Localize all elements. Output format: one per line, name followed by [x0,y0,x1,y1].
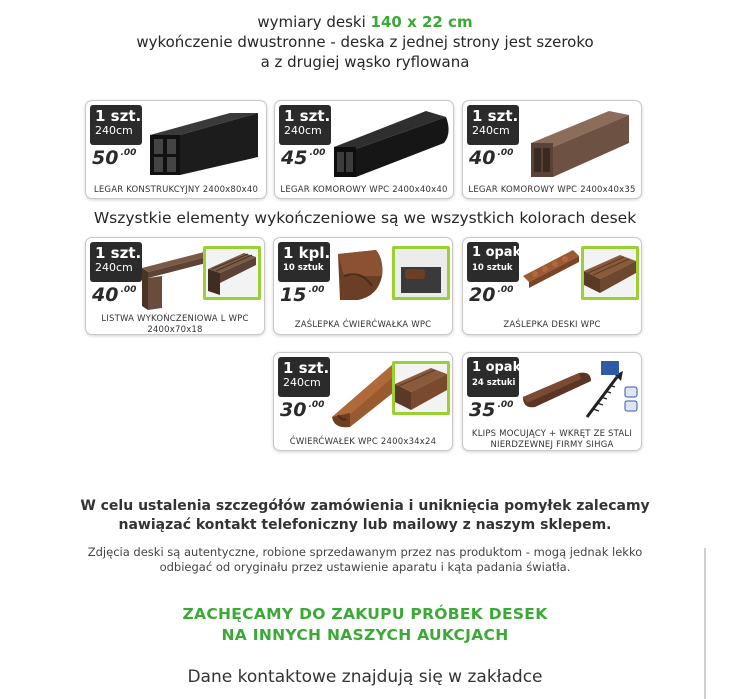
quantity-badge: 1 szt. 240cm [467,105,519,145]
product-card-cwiercwalek[interactable] [273,352,453,451]
product-caption: LEGAR KOMOROWY WPC 2400x40x35 [468,185,636,195]
deck-inset-image [203,246,261,300]
price: 35 $^{.00}$ [469,399,514,421]
deck-inset-image [392,361,450,415]
product-caption: LEGAR KOMOROWY WPC 2400x40x40 [280,185,448,195]
photo-disclaimer: Zdjęcia deski są autentyczne, robione sprzedawanym przez nas produktom - mogą jednak lekko odbiegać od oryginału przez ustawienie aparatu i kąta padania światła. [87,545,643,574]
quarter-cap-icon [332,246,390,304]
brown-hollow-joist-icon [525,105,637,181]
deck-inset-image [581,246,639,300]
product-caption: LISTWA WYKOŃCZENIOWA L WPC 2400x70x18 [101,314,249,335]
quantity-badge: 1 opak. 24 sztuki [467,357,519,397]
quantity-badge: 1 szt. 240cm [279,105,331,145]
product-card-legar-komorowy-35[interactable] [462,100,642,199]
price: 20 $^{.00}$ [469,284,514,306]
product-card-legar-komorowy-40[interactable] [274,100,454,199]
product-card-zaslepka-deski[interactable] [462,237,642,335]
header-line-2: wykończenie dwustronne - deska z jednej strony jest szeroko [136,33,594,51]
quantity-badge: 1 opak. 10 sztuk [467,242,519,282]
product-caption: KLIPS MOCUJĄCY + WKRĘT ZE STALI NIERDZEWNEJ FIRMY SIHGA [471,429,633,450]
price: 45 $^{.00}$ [281,147,326,169]
cap-installed-icon [395,249,447,297]
deck-boards-icon [584,249,636,297]
contact-advice: W celu ustalenia szczegółów zamówienia i uniknięcia pomyłek zalecamy nawiązać kontakt telefoniczny lub mailowy z naszym sklepem. [80,498,650,533]
black-joist-icon [146,107,264,177]
dimensions-header [0,12,730,72]
quantity-badge: 1 kpl. 10 sztuk [278,242,330,282]
quantity-badge: 1 szt. 240cm [90,105,142,145]
board-cap-icon [521,246,581,296]
quantity-badge: 1 szt. 240cm [278,357,330,397]
price: 40 $^{.00}$ [92,284,137,306]
deck-edge-icon [395,364,447,412]
product-card-legar-konstrukcyjny[interactable] [85,100,267,199]
product-caption: ĆWIERĆWAŁEK WPC 2400x34x24 [289,437,437,447]
header-line-3: a z drugiej wąsko ryflowana [260,53,470,71]
price: 30 $^{.00}$ [280,399,325,421]
price: 50 $^{.00}$ [92,147,137,169]
deck-corner-icon [206,249,258,297]
divider-line [704,548,706,699]
black-hollow-joist-icon [330,105,452,181]
product-card-listwa-l[interactable] [85,237,265,335]
contact-info-text: Dane kontaktowe znajdują się w zakładce [187,667,543,687]
board-dimensions: 140 x 22 cm [370,13,473,31]
finishing-elements-heading: Wszystkie elementy wykończeniowe są we wszystkich kolorach desek [93,209,637,227]
product-card-zaslepka-cwiercwalka[interactable] [273,237,453,335]
price: 40 $^{.00}$ [469,147,514,169]
clip-screw-icon [519,357,639,425]
samples-promo: ZACHĘCAMY DO ZAKUPU PRÓBEK DESEK NA INNYCH NASZYCH AUKCJACH [182,605,548,644]
product-card-klips-wkret[interactable] [462,352,642,451]
header-line-1: wymiary deski 140 x 22 cm [257,13,473,31]
price: 15 $^{.00}$ [280,284,325,306]
quantity-badge: 1 szt. 240cm [90,242,142,282]
product-caption: ZAŚLEPKA DESKI WPC [503,320,601,330]
product-caption: LEGAR KONSTRUKCYJNY 2400x80x40 [93,185,259,195]
deck-inset-image [392,246,450,300]
product-caption: ZAŚLEPKA ĆWIERĆWAŁKA WPC [294,320,432,330]
